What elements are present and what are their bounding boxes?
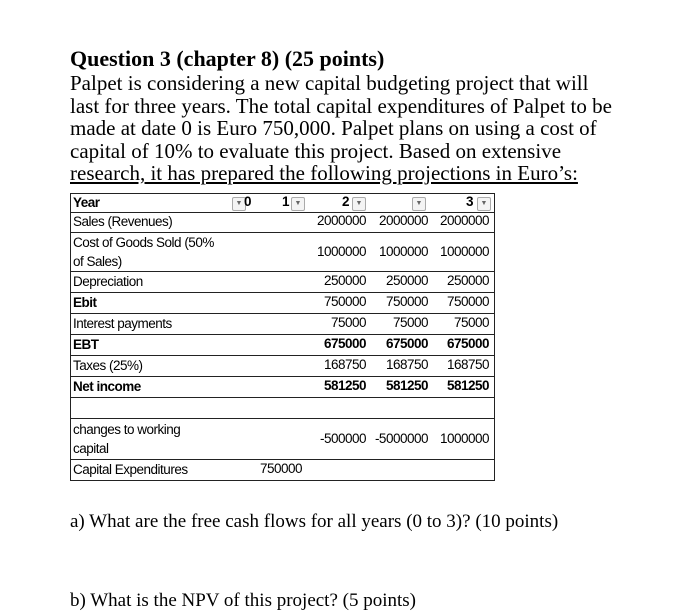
- cell-value: 168750: [446, 357, 489, 372]
- table-row: [70, 377, 495, 398]
- cell-value: 1000000: [439, 431, 489, 446]
- cell-value: 675000: [446, 336, 489, 351]
- row-label: Cost of Goods Sold (50%: [73, 235, 214, 250]
- header-year-2: 2: [341, 194, 349, 209]
- cell-value: -500000: [319, 431, 366, 446]
- row-label: Taxes (25%): [73, 358, 143, 373]
- cell-value: 675000: [385, 336, 428, 351]
- table-row: [70, 212, 495, 233]
- question-title: Question 3 (chapter 8) (25 points): [70, 46, 385, 71]
- paragraph-line: last for three years. The total capital expenditures of Palpet to be: [70, 93, 612, 118]
- cell-value: 168750: [385, 357, 428, 372]
- row-label: capital: [73, 441, 109, 456]
- cell-value: 1000000: [378, 244, 428, 259]
- table-row: [70, 272, 495, 293]
- row-label: Interest payments: [73, 316, 172, 331]
- question-b: b) What is the NPV of this project? (5 points): [70, 590, 416, 611]
- cell-value: 250000: [385, 273, 428, 288]
- table-row: [70, 460, 495, 481]
- cell-value: 750000: [385, 294, 428, 309]
- row-label: changes to working: [73, 422, 181, 437]
- paragraph-line: capital of 10% to evaluate this project. Based on extensive: [70, 138, 562, 163]
- row-label: Depreciation: [73, 274, 143, 289]
- header-year-3: 3: [465, 194, 473, 209]
- filter-dropdown-icon[interactable]: ▼: [291, 197, 305, 211]
- table-row: [70, 314, 495, 335]
- paragraph-line: made at date 0 is Euro 750,000. Palpet plans on using a cost of: [70, 116, 597, 140]
- table-row: [70, 419, 495, 460]
- cell-value: 750000: [446, 294, 489, 309]
- row-label: EBT: [73, 337, 99, 352]
- row-label: of Sales): [73, 254, 122, 269]
- paragraph-line: research, it has prepared the following projections in Euro’s:: [70, 161, 578, 185]
- filter-dropdown-icon[interactable]: ▼: [352, 197, 366, 211]
- table-row: [70, 233, 495, 272]
- cell-value: 250000: [446, 273, 489, 288]
- cell-value: 2000000: [439, 213, 489, 228]
- cell-value: 581250: [385, 378, 428, 393]
- cell-value: 581250: [446, 378, 489, 393]
- cell-value: 75000: [392, 315, 428, 330]
- cell-value: 2000000: [378, 213, 428, 228]
- row-label: Capital Expenditures: [73, 462, 188, 477]
- cell-value: 75000: [453, 315, 489, 330]
- cell-value: 750000: [323, 294, 366, 309]
- header-year-0: 0: [243, 194, 251, 209]
- header-year-1: 1: [281, 194, 289, 209]
- filter-dropdown-icon[interactable]: ▼: [232, 197, 246, 211]
- cell-value: 675000: [323, 336, 366, 351]
- table-row: [70, 356, 495, 377]
- table-row: [70, 293, 495, 314]
- cell-value: 750000: [259, 461, 302, 476]
- filter-dropdown-icon[interactable]: ▼: [412, 197, 426, 211]
- cell-value: 75000: [330, 315, 366, 330]
- cell-value: 1000000: [439, 244, 489, 259]
- row-label: Net income: [73, 379, 141, 394]
- table-row-empty: [70, 398, 495, 419]
- table-row: [70, 335, 495, 356]
- question-paragraph: [70, 72, 690, 185]
- question-a: a) What are the free cash flows for all years (0 to 3)? (10 points): [70, 511, 559, 532]
- cell-value: 581250: [323, 378, 366, 393]
- header-label: Year: [73, 195, 100, 210]
- table-header-row: [70, 193, 495, 213]
- cell-value: 1000000: [316, 244, 366, 259]
- cell-value: -5000000: [374, 431, 428, 446]
- cell-value: 2000000: [316, 213, 366, 228]
- row-label: Sales (Revenues): [73, 214, 173, 229]
- paragraph-line: Palpet is considering a new capital budgeting project that will: [70, 71, 589, 95]
- filter-dropdown-icon[interactable]: ▼: [477, 197, 491, 211]
- cell-value: 168750: [323, 357, 366, 372]
- row-label: Ebit: [73, 295, 97, 310]
- cell-value: 250000: [323, 273, 366, 288]
